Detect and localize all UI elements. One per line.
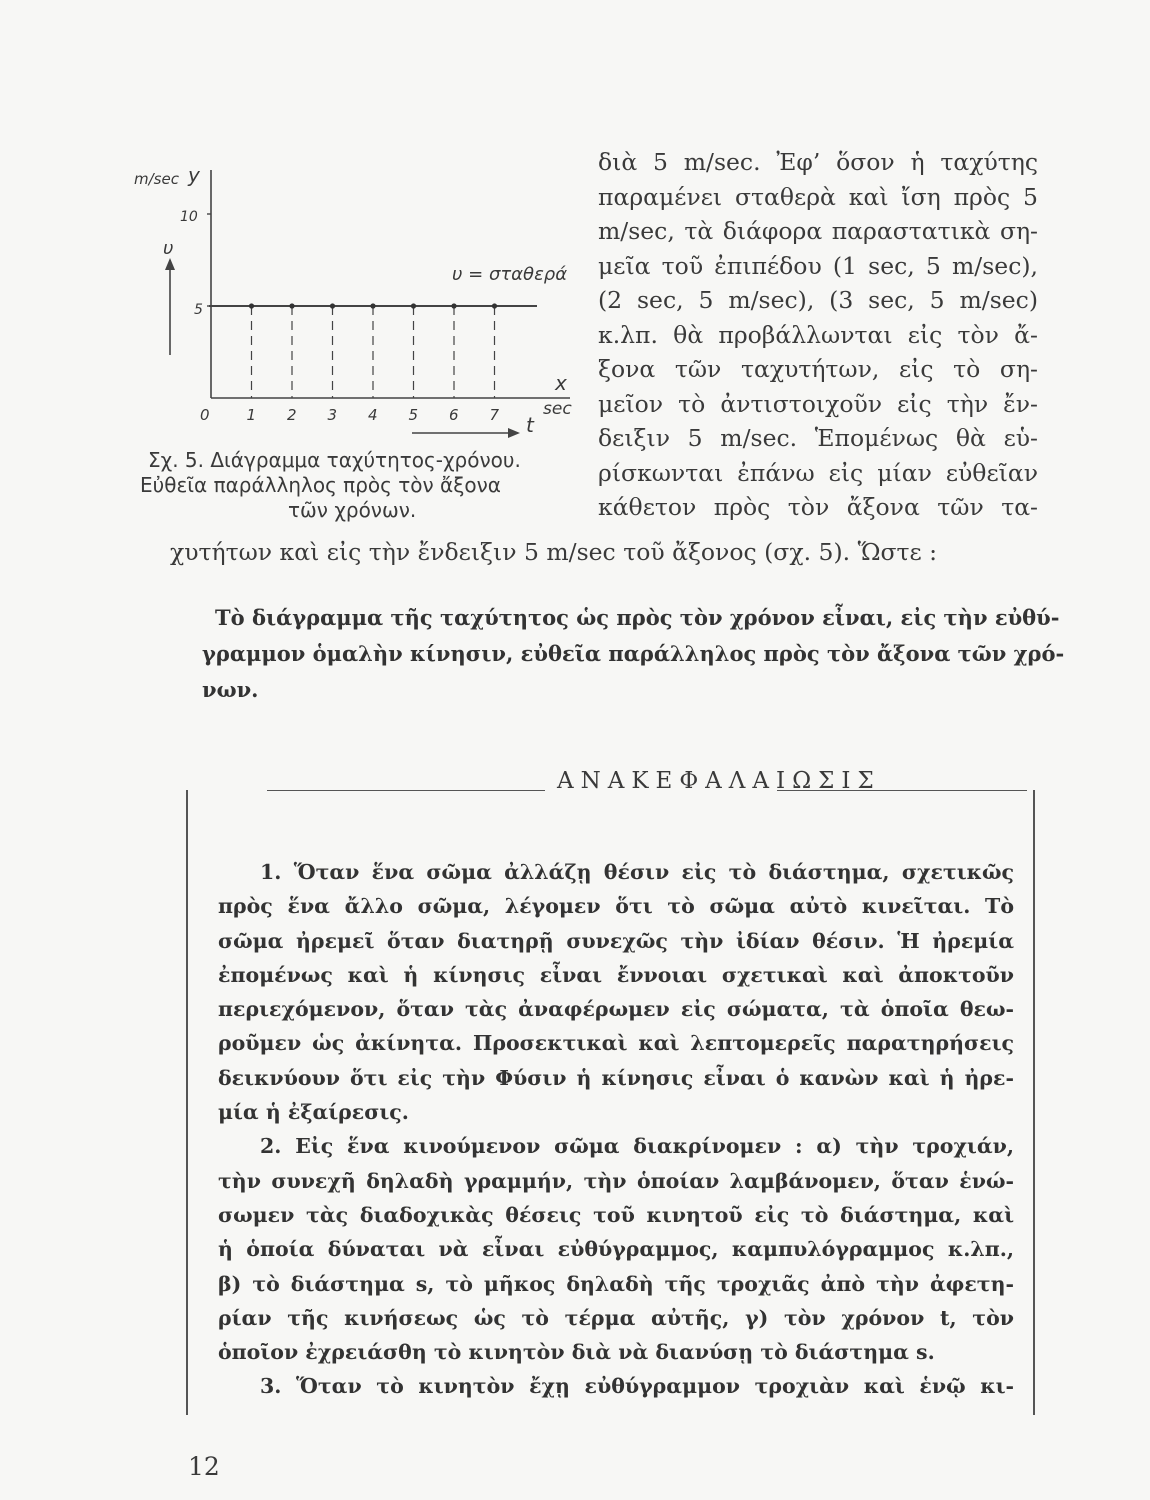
summary-line: 1. Ὅταν ἕνα σῶμα ἀλλάζῃ θέσιν εἰς τὸ διάστημα, σχετικῶς <box>260 860 1014 884</box>
summary-line: σῶμα ἠρεμεῖ ὅταν διατηρῇ συνεχῶς τὴν ἰδίαν θέσιν. Ἡ ἠρεμία <box>218 928 1014 953</box>
data-point <box>330 303 335 308</box>
summary-line: ροῦμεν ὡς ἀκίνητα. Προσεκτικαὶ καὶ λεπτομερεῖς παρατηρήσεις <box>218 1031 1014 1056</box>
figure-caption <box>140 448 610 523</box>
v-label: υ <box>163 238 174 259</box>
y-axis-var-label: y <box>188 163 200 187</box>
text-line: κάθετον πρὸς τὸν ἄξονα τῶν τα- <box>598 493 1038 521</box>
text-line: m/sec, τὰ διάφορα παραστατικὰ ση- <box>598 217 1038 245</box>
x-tick-label: 1 <box>246 406 257 424</box>
summary-line: δεικνύουν ὅτι εἰς τὴν Φύσιν ἡ κίνησις εἶναι ὁ κανὼν καὶ ἡ ἠρε- <box>218 1065 1014 1090</box>
summary-line: 2. Εἰς ἕνα κινούμενον σῶμα διακρίνομεν : α) τὴν τροχιάν, <box>260 1134 1014 1159</box>
data-point <box>492 303 497 308</box>
summary-line: μία ἡ ἐξαίρεσις. <box>218 1100 409 1125</box>
velocity-time-chart <box>130 150 590 460</box>
summary-line: πρὸς ἕνα ἄλλο σῶμα, λέγομεν ὅτι τὸ σῶμα αὐτὸ κινεῖται. Τὸ <box>218 894 1014 919</box>
text-line: μεῖον τὸ ἀντιστοιχοῦν εἰς τὴν ἔν- <box>598 389 1038 418</box>
x-unit-label: sec <box>543 399 572 419</box>
x-tick-label: 3 <box>327 406 338 424</box>
section-heading: ΑΝΑΚΕΦΑΛΑΙΩΣΙΣ <box>557 768 881 794</box>
x-axis-var-label: x <box>555 371 567 395</box>
text-line: ξονα τῶν ταχυτήτων, εἰς τὸ ση- <box>598 355 1038 383</box>
summary-line: 3. Ὅταν τὸ κινητὸν ἔχῃ εὐθύγραμμον τροχιὰν καὶ ἑνῷ κι- <box>260 1374 1014 1399</box>
conclusion-line: γραμμον ὁμαλὴν κίνησιν, εὐθεῖα παράλληλος πρὸς τὸν ἄξονα τῶν χρό- <box>202 641 1065 666</box>
x-tick-label: 2 <box>287 406 297 424</box>
caption-line-1: Σχ. 5. Διάγραμμα ταχύτητος-χρόνου. <box>148 448 521 472</box>
body-text-right-column <box>598 145 1038 525</box>
page-number: 12 <box>188 1452 220 1481</box>
text-line: διὰ 5 m/sec. Ἐφ’ ὅσον ἡ ταχύτης <box>598 148 1038 176</box>
t-arrow-head <box>508 428 520 438</box>
conclusion-line: νων. <box>202 677 259 702</box>
data-point <box>451 303 456 308</box>
text-line: κ.λπ. θὰ προβάλλωνται εἰς τὸν ἄ- <box>598 320 1038 349</box>
v-arrow-head <box>165 258 175 270</box>
text-line: μεῖα τοῦ ἐπιπέδου (1 sec, 5 m/sec), <box>598 251 1038 280</box>
x-tick-label: 5 <box>408 406 419 424</box>
conclusion-line: Τὸ διάγραμμα τῆς ταχύτητος ὡς πρὸς τὸν χρόνον εἶναι, εἰς τὴν εὐθύ- <box>215 605 1060 630</box>
conclusion-paragraph <box>202 600 1065 708</box>
data-point <box>411 303 416 308</box>
summary-text <box>218 855 1014 1404</box>
x-tick-label: 7 <box>489 406 500 424</box>
summary-line: β) τὸ διάστημα s, τὸ μῆκος δηλαδὴ τῆς τροχιᾶς ἀπὸ τὴν ἀφετη- <box>218 1271 1014 1296</box>
text-line: δειξιν 5 m/sec. Ἑπομένως θὰ εὑ- <box>598 424 1038 452</box>
x-tick-label: 4 <box>368 406 378 424</box>
summary-line: ἐπομένως καὶ ἡ κίνησις εἶναι ἔννοιαι σχετικαὶ καὶ ἀποκτοῦν <box>218 962 1014 987</box>
y-unit-label: m/sec <box>134 170 179 188</box>
summary-line: ρίαν τῆς κινήσεως ὡς τὸ τέρμα αὐτῆς, γ) τὸν χρόνον t, τὸν <box>218 1305 1014 1330</box>
body-text-full-line: χυτήτων καὶ εἰς τὴν ἔνδειξιν 5 m/sec τοῦ ἄξονος (σχ. 5). Ὥστε : <box>170 538 938 566</box>
summary-line: τὴν συνεχῆ δηλαδὴ γραμμήν, τὴν ὁποίαν λαμβάνομεν, ὅταν ἑνώ- <box>218 1168 1014 1193</box>
data-point <box>249 303 254 308</box>
velocity-time-figure <box>130 150 590 460</box>
caption-line-3: τῶν χρόνων. <box>288 498 417 522</box>
y-tick-10-label: 10 <box>180 209 198 225</box>
summary-line: ὁποῖον ἐχρειάσθη τὸ κινητὸν διὰ νὰ διανύσῃ τὸ διάστημα s. <box>218 1340 935 1365</box>
t-label: t <box>526 413 534 437</box>
text-line: παραμένει σταθερὰ καὶ ἴση πρὸς 5 <box>598 182 1038 211</box>
y-tick-5-label: 5 <box>194 302 203 318</box>
line-label: υ = σταθερά <box>452 264 568 285</box>
text-line: ρίσκωνται ἐπάνω εἰς μίαν εὐθεῖαν <box>598 458 1038 487</box>
data-point <box>289 303 294 308</box>
x-tick-label: 6 <box>449 406 459 424</box>
summary-line: ἡ ὁποία δύναται νὰ εἶναι εὐθύγραμμος, καμπυλόγραμμος κ.λπ., <box>218 1237 1014 1262</box>
summary-line: περιεχόμενον, ὅταν τὰς ἀναφέρωμεν εἰς σώματα, τὰ ὁποῖα θεω- <box>218 997 1014 1022</box>
summary-line: σωμεν τὰς διαδοχικὰς θέσεις τοῦ κινητοῦ εἰς τὸ διάστημα, καὶ <box>218 1202 1014 1227</box>
text-line: (2 sec, 5 m/sec), (3 sec, 5 m/sec) <box>598 286 1038 314</box>
chart-marks <box>200 303 537 424</box>
x-tick-label: 0 <box>200 406 210 424</box>
caption-line-2: Εὐθεῖα παράλληλος πρὸς τὸν ἄξονα <box>140 473 501 497</box>
data-point <box>370 303 375 308</box>
